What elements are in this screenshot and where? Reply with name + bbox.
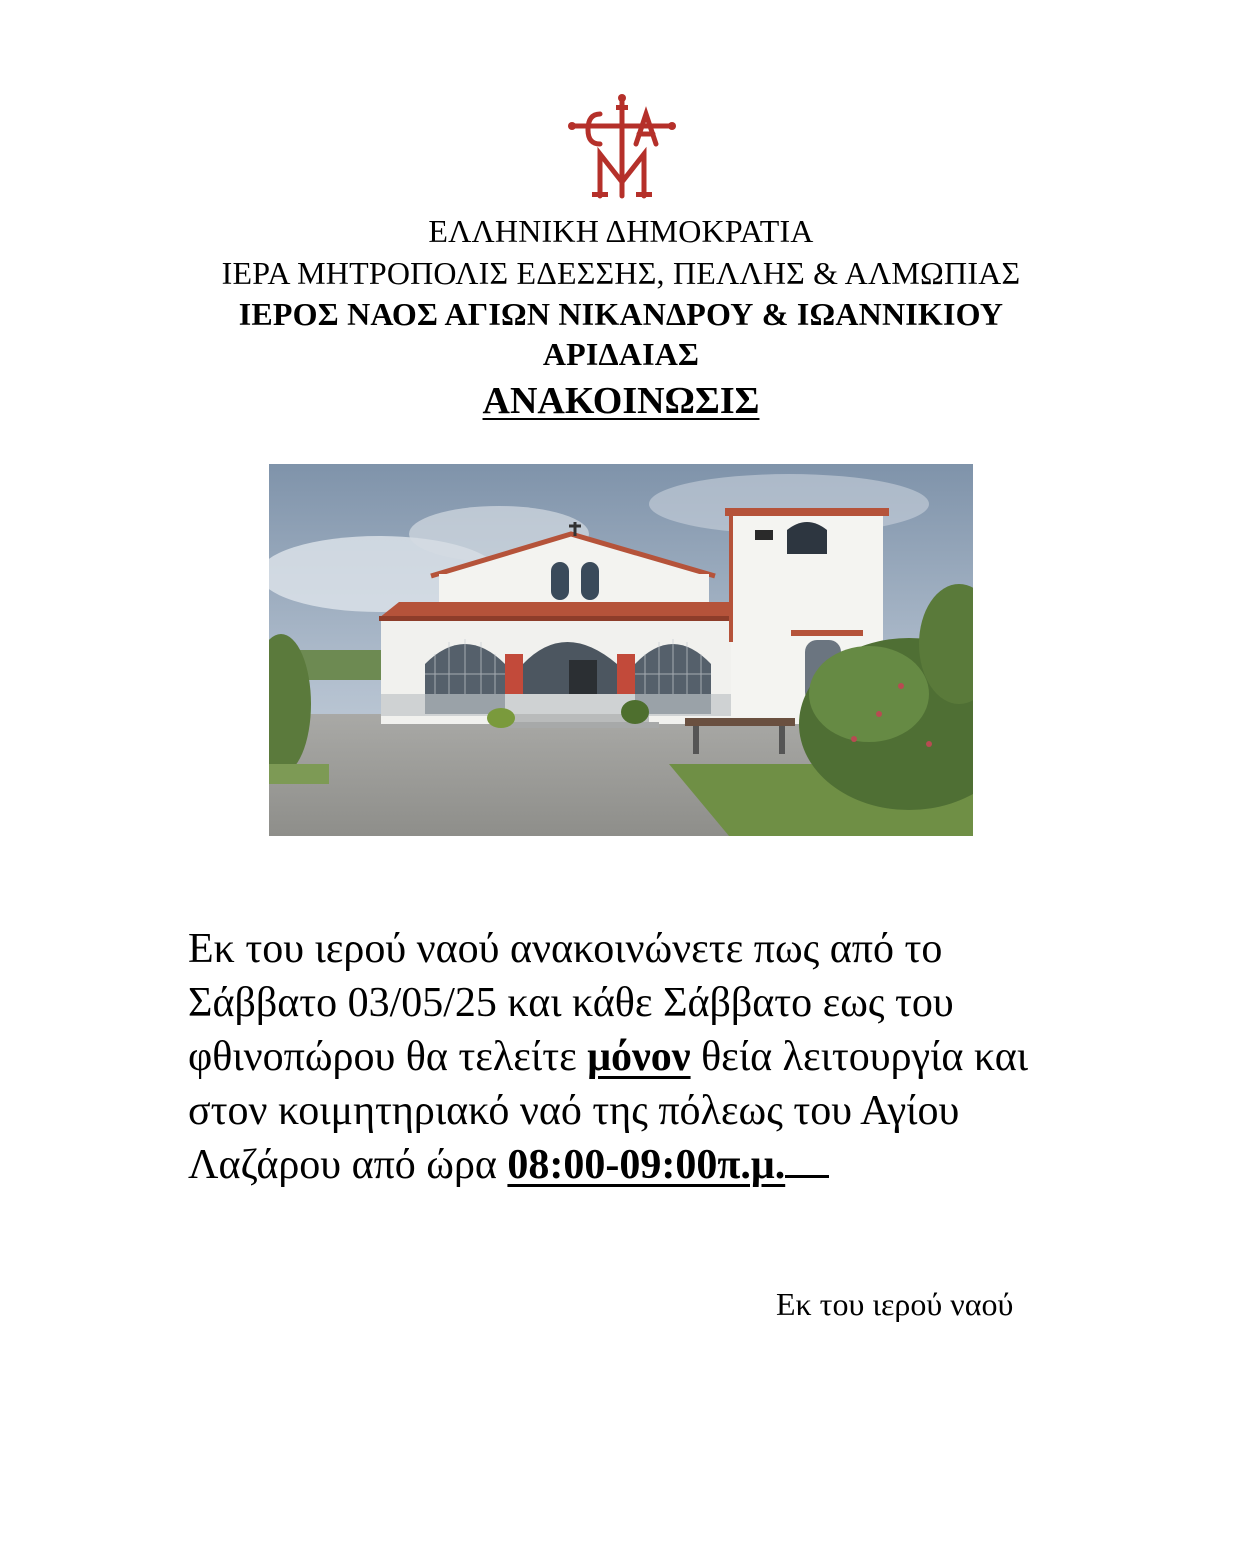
church-building-photo: [269, 464, 973, 836]
signature-line: Εκ του ιερού ναού: [776, 1286, 1014, 1322]
announcement-text-part1: Εκ του ιερού ναού ανακοινώνετε πως από το Σάββατο 03/05/25 και κάθε Σάββατο εως του φθινοπώρου θα τελείτε: [188, 926, 954, 1080]
header-state-name: ΕΛΛΗΝΙΚΗ ΔΗΜΟΚΡΑΤΙΑ: [428, 213, 814, 249]
church-monogram-emblem-icon: [566, 92, 678, 204]
header-town-name: ΑΡΙΔΑΙΑΣ: [542, 336, 700, 372]
announcement-emphasis-only: μόνον: [587, 1034, 691, 1080]
header-metropolis-name: ΙΕΡΑ ΜΗΤΡΟΠΟΛΙΣ ΕΔΕΣΣΗΣ, ΠΕΛΛΗΣ & ΑΛΜΩΠΙΑΣ: [221, 255, 1021, 291]
announcement-emphasis-time: 08:00-09:00π.μ.: [507, 1142, 786, 1188]
letterhead: [0, 210, 1242, 426]
underline-trail: [785, 1174, 829, 1178]
document-title: ΑΝΑΚΟΙΝΩΣΙΣ: [482, 380, 760, 422]
announcement-text-part2: θεία λειτουργία και στον κοιμητηριακό ναό της πόλεως του Αγίου Λαζάρου από ώρα: [188, 1034, 1029, 1188]
header-church-name: ΙΕΡΟΣ ΝΑΟΣ ΑΓΙΩΝ ΝΙΚΑΝΔΡΟΥ & ΙΩΑΝΝΙΚΙΟΥ: [238, 296, 1004, 332]
announcement-body: [188, 922, 1088, 1192]
